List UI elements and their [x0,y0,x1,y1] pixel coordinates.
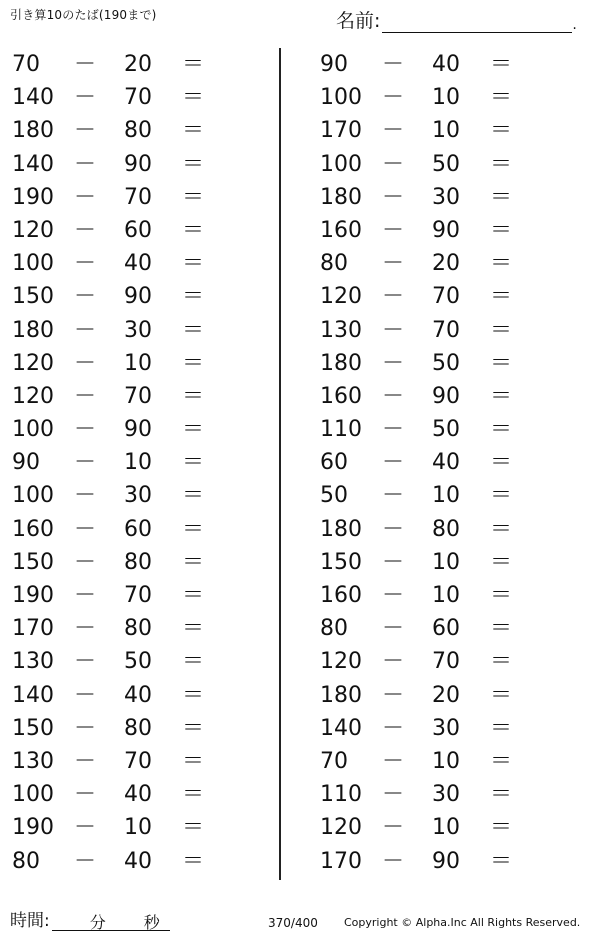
equals-sign: ＝ [490,516,513,542]
subtrahend: 90 [432,848,460,874]
time-label: 時間: [10,911,50,931]
equals-sign: ＝ [182,118,205,144]
minuend: 180 [320,184,362,210]
minus-sign: － [74,217,97,243]
minuend: 150 [12,715,54,741]
problem-row [312,712,572,745]
problem-row [0,446,260,479]
equals-sign: ＝ [182,52,205,77]
minus-sign: － [74,549,97,575]
minus-sign: － [74,616,97,642]
subtrahend: 80 [124,616,152,642]
problem-row [0,314,260,347]
minuend: 160 [12,516,54,542]
minus-sign: － [74,748,97,774]
minus-sign: － [382,682,405,708]
minus-sign: － [74,815,97,841]
subtrahend: 90 [432,383,460,409]
problem-row [0,845,260,878]
minuend: 180 [320,516,362,542]
subtrahend: 10 [432,748,460,774]
minus-sign: － [74,251,97,277]
minus-sign: － [382,217,405,243]
minuend: 90 [12,450,40,476]
problem-row [0,612,260,645]
minuend: 130 [12,649,54,675]
problem-row [312,214,572,247]
equals-sign: ＝ [182,184,205,210]
name-end-dot: . [572,17,577,33]
minus-sign: － [382,251,405,277]
problem-row [312,513,572,546]
subtrahend: 90 [432,217,460,243]
problem-row [312,612,572,645]
subtrahend: 30 [124,483,152,509]
problem-row [312,280,572,313]
minuend: 180 [320,682,362,708]
minus-sign: － [74,284,97,310]
minus-sign: － [74,848,97,874]
minus-sign: － [382,317,405,343]
problem-row [312,845,572,878]
subtrahend: 30 [432,715,460,741]
equals-sign: ＝ [490,317,513,343]
subtrahend: 90 [124,284,152,310]
time-blank[interactable] [52,910,170,931]
subtrahend: 80 [432,516,460,542]
minuend: 50 [320,483,348,509]
minus-sign: － [382,549,405,575]
minuend: 130 [12,748,54,774]
equals-sign: ＝ [490,383,513,409]
subtrahend: 30 [432,782,460,808]
minuend: 170 [320,118,362,144]
problem-row [0,48,260,81]
equals-sign: ＝ [182,815,205,841]
minus-sign: － [382,715,405,741]
equals-sign: ＝ [182,848,205,874]
equals-sign: ＝ [490,417,513,443]
problem-row [0,479,260,512]
problem-row [312,778,572,811]
problem-row [312,446,572,479]
subtrahend: 50 [124,649,152,675]
problem-row [312,48,572,81]
subtrahend: 20 [124,52,152,77]
equals-sign: ＝ [490,284,513,310]
minuend: 110 [320,782,362,808]
problem-row [312,811,572,844]
problem-row [0,148,260,181]
right-problem-column [312,48,572,878]
subtrahend: 90 [124,417,152,443]
equals-sign: ＝ [490,118,513,144]
problem-row [312,148,572,181]
subtrahend: 60 [432,616,460,642]
subtrahend: 50 [432,151,460,177]
equals-sign: ＝ [182,350,205,376]
equals-sign: ＝ [490,583,513,608]
minuend: 60 [320,450,348,476]
minuend: 180 [12,118,54,144]
minus-sign: － [382,417,405,443]
time-field [10,906,170,931]
equals-sign: ＝ [182,383,205,409]
minuend: 120 [320,284,362,310]
subtrahend: 70 [124,748,152,774]
minus-sign: － [382,184,405,210]
column-divider [279,48,281,880]
problem-row [0,579,260,612]
equals-sign: ＝ [490,85,513,111]
equals-sign: ＝ [490,549,513,575]
problem-row [312,645,572,678]
minus-sign: － [382,350,405,376]
problem-row [0,214,260,247]
minus-sign: － [382,450,405,476]
minus-sign: － [74,715,97,741]
minus-sign: － [382,616,405,642]
minuend: 170 [320,848,362,874]
equals-sign: ＝ [182,516,205,542]
minuend: 150 [320,549,362,575]
subtrahend: 90 [124,151,152,177]
worksheet-title: 引き算10のたば(190まで) [10,8,157,22]
equals-sign: ＝ [490,616,513,642]
equals-sign: ＝ [182,450,205,476]
problem-row [312,114,572,147]
minuend: 80 [320,251,348,277]
problem-row [312,380,572,413]
minus-sign: － [74,184,97,210]
equals-sign: ＝ [182,715,205,741]
name-blank[interactable] [382,10,572,33]
subtrahend: 80 [124,549,152,575]
equals-sign: ＝ [490,450,513,476]
problem-row [312,247,572,280]
subtrahend: 10 [124,815,152,841]
minutes-label: 分 [89,913,106,932]
subtrahend: 70 [432,317,460,343]
problem-row [0,679,260,712]
subtrahend: 70 [432,284,460,310]
problem-row [0,181,260,214]
name-label: 名前: [336,10,381,32]
subtrahend: 10 [432,583,460,608]
subtrahend: 70 [124,583,152,608]
equals-sign: ＝ [182,251,205,277]
problem-row [0,380,260,413]
minus-sign: － [74,682,97,708]
copyright-notice: Copyright © Alpha.Inc All Rights Reserved. [344,916,581,929]
minus-sign: － [74,350,97,376]
problem-row [0,347,260,380]
subtrahend: 10 [432,483,460,509]
minuend: 180 [320,350,362,376]
equals-sign: ＝ [490,52,513,77]
minuend: 190 [12,583,54,608]
minus-sign: － [382,748,405,774]
minus-sign: － [382,151,405,177]
minuend: 120 [12,383,54,409]
minuend: 160 [320,383,362,409]
subtrahend: 40 [124,682,152,708]
equals-sign: ＝ [182,782,205,808]
equals-sign: ＝ [490,782,513,808]
minus-sign: － [74,151,97,177]
equals-sign: ＝ [182,85,205,111]
problem-row [312,314,572,347]
minuend: 70 [320,748,348,774]
minus-sign: － [382,848,405,874]
equals-sign: ＝ [182,284,205,310]
equals-sign: ＝ [490,483,513,509]
minuend: 100 [12,782,54,808]
minuend: 150 [12,284,54,310]
left-problem-column [0,48,260,878]
equals-sign: ＝ [490,848,513,874]
minuend: 100 [12,251,54,277]
minuend: 150 [12,549,54,575]
problem-row [0,645,260,678]
equals-sign: ＝ [490,682,513,708]
minus-sign: － [74,483,97,509]
minuend: 90 [320,52,348,77]
problem-row [0,114,260,147]
equals-sign: ＝ [490,748,513,774]
minuend: 160 [320,217,362,243]
equals-sign: ＝ [490,350,513,376]
minus-sign: － [74,85,97,111]
problem-row [0,712,260,745]
problem-row [312,347,572,380]
minus-sign: － [74,417,97,443]
minuend: 140 [12,682,54,708]
minuend: 100 [12,483,54,509]
problem-row [0,546,260,579]
subtrahend: 70 [124,383,152,409]
name-field[interactable] [336,6,577,33]
minuend: 70 [12,52,40,77]
problem-row [312,679,572,712]
equals-sign: ＝ [182,417,205,443]
minuend: 120 [320,815,362,841]
minus-sign: － [74,649,97,675]
minuend: 130 [320,317,362,343]
minus-sign: － [74,118,97,144]
minus-sign: － [74,383,97,409]
problem-row [312,479,572,512]
problem-row [312,181,572,214]
subtrahend: 30 [432,184,460,210]
minus-sign: － [382,52,405,77]
subtrahend: 20 [432,251,460,277]
subtrahend: 60 [124,217,152,243]
problem-row [312,413,572,446]
subtrahend: 40 [124,251,152,277]
subtrahend: 40 [124,848,152,874]
subtrahend: 40 [124,782,152,808]
equals-sign: ＝ [182,583,205,608]
equals-sign: ＝ [182,549,205,575]
minus-sign: － [382,483,405,509]
subtrahend: 10 [432,549,460,575]
minus-sign: － [382,649,405,675]
problem-row [0,778,260,811]
minus-sign: － [74,52,97,77]
subtrahend: 10 [432,118,460,144]
minuend: 180 [12,317,54,343]
minuend: 110 [320,417,362,443]
subtrahend: 10 [124,450,152,476]
subtrahend: 10 [432,85,460,111]
subtrahend: 10 [432,815,460,841]
problem-row [0,413,260,446]
minuend: 140 [12,151,54,177]
subtrahend: 10 [124,350,152,376]
minus-sign: － [382,815,405,841]
equals-sign: ＝ [182,616,205,642]
minuend: 80 [320,616,348,642]
problem-row [312,745,572,778]
problem-row [0,81,260,114]
problem-row [312,579,572,612]
equals-sign: ＝ [490,251,513,277]
minuend: 100 [320,85,362,111]
subtrahend: 50 [432,417,460,443]
subtrahend: 30 [124,317,152,343]
equals-sign: ＝ [182,317,205,343]
minus-sign: － [382,85,405,111]
minuend: 170 [12,616,54,642]
equals-sign: ＝ [490,217,513,243]
subtrahend: 80 [124,715,152,741]
problem-row [0,247,260,280]
minuend: 160 [320,583,362,608]
equals-sign: ＝ [182,483,205,509]
minuend: 100 [320,151,362,177]
equals-sign: ＝ [490,151,513,177]
minus-sign: － [382,782,405,808]
minus-sign: － [382,516,405,542]
minus-sign: － [74,317,97,343]
subtrahend: 80 [124,118,152,144]
equals-sign: ＝ [490,815,513,841]
equals-sign: ＝ [182,748,205,774]
problem-row [312,81,572,114]
problem-row [0,745,260,778]
subtrahend: 70 [432,649,460,675]
minuend: 120 [320,649,362,675]
minuend: 140 [12,85,54,111]
problem-row [312,546,572,579]
minus-sign: － [74,516,97,542]
problem-row [0,811,260,844]
equals-sign: ＝ [490,715,513,741]
seconds-label: 秒 [143,913,160,932]
minus-sign: － [382,284,405,310]
subtrahend: 60 [124,516,152,542]
subtrahend: 70 [124,184,152,210]
subtrahend: 40 [432,52,460,77]
equals-sign: ＝ [182,649,205,675]
minus-sign: － [74,450,97,476]
minuend: 120 [12,350,54,376]
subtrahend: 20 [432,682,460,708]
problem-row [0,513,260,546]
minus-sign: － [382,118,405,144]
subtrahend: 40 [432,450,460,476]
minus-sign: － [382,583,405,608]
minuend: 80 [12,848,40,874]
equals-sign: ＝ [182,217,205,243]
subtrahend: 70 [124,85,152,111]
equals-sign: ＝ [182,682,205,708]
subtrahend: 50 [432,350,460,376]
minuend: 190 [12,815,54,841]
minuend: 140 [320,715,362,741]
page-number: 370/400 [268,916,318,930]
minus-sign: － [382,383,405,409]
minuend: 120 [12,217,54,243]
minus-sign: － [74,583,97,608]
equals-sign: ＝ [490,649,513,675]
problem-row [0,280,260,313]
minuend: 190 [12,184,54,210]
minuend: 100 [12,417,54,443]
minus-sign: － [74,782,97,808]
equals-sign: ＝ [182,151,205,177]
equals-sign: ＝ [490,184,513,210]
